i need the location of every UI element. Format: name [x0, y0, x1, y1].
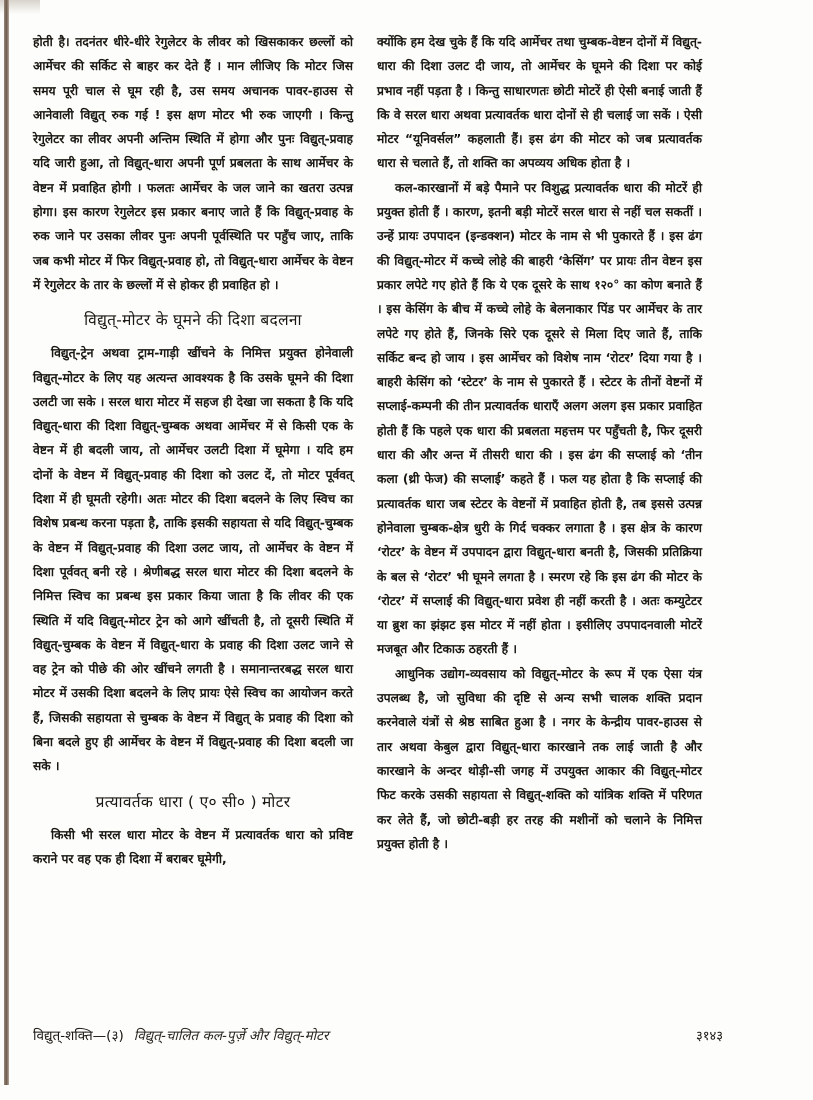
- paragraph: किसी भी सरल धारा मोटर के वेष्टन में प्रत्यावर्तक धारा को प्रविष्ट कराने पर वह एक ही दिशा में बराबर घूमेगी,: [33, 827, 353, 866]
- footer-book-title: विद्युत्-शक्ति—(३): [33, 1028, 124, 1044]
- left-column: [33, 30, 353, 871]
- paragraph: विद्युत्-ट्रेन अथवा ट्राम-गाड़ी खींचने के निमित्त प्रयुक्त होनेवाली विद्युत्-मोटर के लिए यह अत्यन्त आवश्यक है कि उसके घूमने की दिशा उलटी जा सके । सरल धारा मोटर में सहज ही देखा जा सकता है कि यदि विद्युत्-धारा की दिशा विद्युत्-चुम्बक अथवा आर्मेचर में से किसी एक के वेष्टन में ही बदली जाय, तो आर्मेचर उलटी दिशा में घूमेगा । यदि हम दोनों के वेष्टन में विद्युत्-प्रवाह की दिशा को उलट दें, तो मोटर पूर्ववत् दिशा में ही घूमती रहेगी। अतः मोटर की दिशा बदलने के लिए स्विच का विशेष प्रबन्ध करना पड़ता है, ताकि इसकी सहायता से यदि विद्युत्-चुम्बक के वेष्टन में विद्युत्-प्रवाह की दिशा उलट जाय, तो आर्मेचर के वेष्टन में दिशा पूर्ववत् बनी रहे । श्रेणीबद्ध सरल धारा मोटर की दिशा बदलने के निमित्त स्विच का प्रबन्ध इस प्रकार किया जाता है कि लीवर की एक स्थिति में यदि विद्युत्-मोटर ट्रेन को आगे खींचती है, तो दूसरी स्थिति में विद्युत्-चुम्बक के वेष्टन में विद्युत्-धारा के प्रवाह की दिशा उलट जाने से वह ट्रेन को पीछे की ओर खींचने लगती है । समानान्तरबद्ध सरल धारा मोटर में उसकी दिशा बदलने के लिए प्रायः ऐसे स्विच का आयोजन करते हैं, जिसकी सहायता से चुम्बक के वेष्टन में विद्युत् के प्रवाह की दिशा को बिना बदले हुए ही आर्मेचर के वेष्टन में विद्युत्-प्रवाह की दिशा बदली जा सके ।: [33, 346, 354, 774]
- paragraph: आधुनिक उद्योग-व्यवसाय को विद्युत्-मोटर के रूप में एक ऐसा यंत्र उपलब्ध है, जो सुविधा की दृष्टि से अन्य सभी चालक शक्ति प्रदान करनेवाले यंत्रों से श्रेष्ठ साबित हुआ है । नगर के केन्द्रीय पावर-हाउस से तार अथवा केबुल द्वारा विद्युत्-धारा कारखाने तक लाई जाती है और कारखाने के अन्दर थोड़ी-सी जगह में उपयुक्त आकार की विद्युत्-मोटर फिट करके उसकी सहायता से विद्युत्-शक्ति को यांत्रिक शक्ति में परिणत कर लेते हैं, जो छोटी-बड़ी हर तरह की मशीनों को चलाने के निमित्त प्रयुक्त होती है ।: [377, 666, 702, 851]
- section-heading: विद्युत्-मोटर के घूमने की दिशा बदलना: [84, 311, 302, 330]
- paragraph: कल-कारखानों में बड़े पैमाने पर विशुद्ध प्रत्यावर्तक धारा की मोटरें ही प्रयुक्त होती हैं । कारण, इतनी बड़ी मोटरें सरल धारा से नहीं चल सकतीं । उन्हें प्रायः उपपादन (इन्डक्शन) मोटर के नाम से भी पुकारते हैं । इस ढंग की विद्युत्-मोटर में कच्चे लोहे की बाहरी ‘केसिंग’ पर प्रायः तीन वेष्टन इस प्रकार लपेटे गए होते हैं कि ये एक दूसरे के साथ १२०° का कोण बनाते हैं । इस केसिंग के बीच में कच्चे लोहे के बेलनाकार पिंड पर आर्मेचर के तार लपेटे गए होते हैं, जिनके सिरे एक दूसरे से मिला दिए जाते हैं, ताकि सर्किट बन्द हो जाय । इस आर्मेचर को विशेष नाम ‘रोटर’ दिया गया है । बाहरी केसिंग को ‘स्टेटर’ के नाम से पुकारते हैं । स्टेटर के तीनों वेष्टनों में सप्लाई-कम्पनी की तीन प्रत्यावर्तक धाराएँ अलग अलग इस प्रकार प्रवाहित होती हैं कि पहले एक धारा की प्रबलता महत्तम पर पहुँचती है, फिर दूसरी धारा की और अन्त में तीसरी धारा की । इस ढंग की सप्लाई को ‘तीन कला (थ्री फेज) की सप्लाई’ कहते हैं । फल यह होता है कि सप्लाई की प्रत्यावर्तक धारा जब स्टेटर के वेष्टनों में प्रवाहित होती है, तब इससे उत्पन्न होनेवाला चुम्बक-क्षेत्र धुरी के गिर्द चक्कर लगाता है । इस क्षेत्र के कारण ‘रोटर’ के वेष्टन में उपपादन द्वारा विद्युत्-धारा बनती है, जिसकी प्रतिक्रिया के बल से ‘रोटर’ भी घूमने लगता है । स्मरण रहे कि इस ढंग की मोटर के ‘रोटर’ में सप्लाई की विद्युत्-धारा प्रवेश ही नहीं करती है । अतः कम्युटेटर या ब्रुश का झंझट इस मोटर में नहीं होता । इसीलिए उपपादनवाली मोटरें मजबूत और टिकाऊ ठहरती हैं ।: [377, 180, 702, 657]
- footer-section-title: विद्युत्-चालित कल-पुर्ज़े और विद्युत्-मोटर: [133, 1028, 329, 1044]
- book-binding-edge: [4, 0, 9, 1085]
- page-footer: [33, 1026, 723, 1044]
- page-number: ३१४३: [695, 1029, 723, 1044]
- right-column: [377, 30, 702, 856]
- paragraph: क्योंकि हम देख चुके हैं कि यदि आर्मेचर तथा चुम्बक-वेष्टन दोनों में विद्युत्-धारा की दिशा उलट दी जाय, तो आर्मेचर के घूमने की दिशा पर कोई प्रभाव नहीं पड़ता है । किन्तु साधारणतः छोटी मोटरें ही ऐसी बनाई जाती हैं कि वे सरल धारा अथवा प्रत्यावर्तक धारा दोनों से ही चलाई जा सकें । ऐसी मोटर “यूनिवर्सल” कहलाती हैं। इस ढंग की मोटर को जब प्रत्यावर्तक धारा से चलाते हैं, तो शक्ति का अपव्यय अधिक होता है ।: [377, 35, 702, 171]
- section-heading: प्रत्यावर्तक धारा ( ए० सी० ) मोटर: [95, 792, 291, 811]
- paragraph: होती है। तदनंतर धीरे-धीरे रेगुलेटर के लीवर को खिसकाकर छल्लों को आर्मेचर की सर्किट से बाहर कर देते हैं । मान लीजिए कि मोटर जिस समय पूरी चाल से घूम रही है, उस समय अचानक पावर-हाउस से आनेवाली विद्युत् रुक गई ! इस क्षण मोटर भी रुक जाएगी । किन्तु रेगुलेटर का लीवर अपनी अन्तिम स्थिति में होगा और पुनः विद्युत्-प्रवाह यदि जारी हुआ, तो विद्युत्-धारा अपनी पूर्ण प्रबलता के साथ आर्मेचर के वेष्टन में प्रवाहित होगी । फलतः आर्मेचर के जल जाने का खतरा उत्पन्न होगा। इस कारण रेगुलेटर इस प्रकार बनाए जाते हैं कि विद्युत्-प्रवाह के रुक जाने पर उसका लीवर पुनः अपनी पूर्वस्थिति पर पहुँच जाए, ताकि जब कभी मोटर में फिर विद्युत्-प्रवाह हो, तो विद्युत्-धारा आर्मेचर के वेष्टन में रेगुलेटर के तार के छल्लों में से होकर ही प्रवाहित हो ।: [33, 35, 353, 292]
